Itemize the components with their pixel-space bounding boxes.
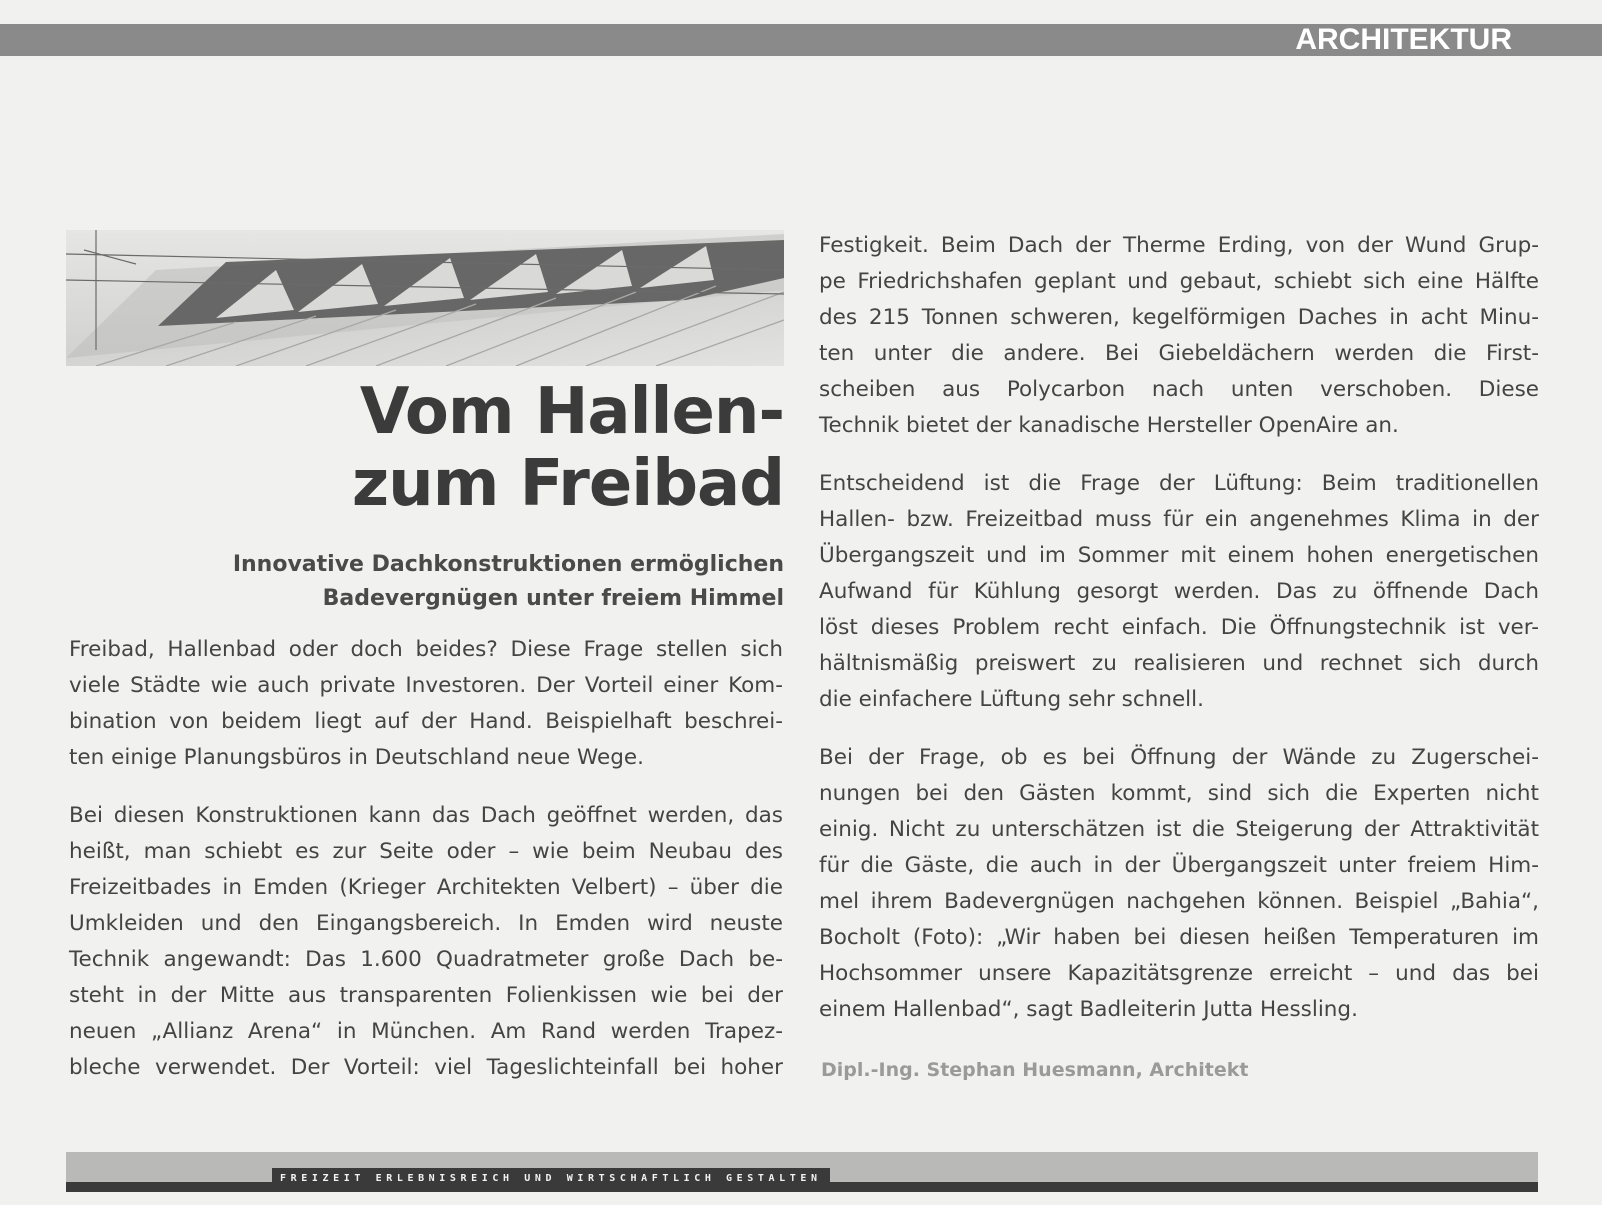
text-line: scheiben aus Polycarbon nach unten verschoben. Diese: [819, 377, 1539, 402]
text-line: Freizeitbades in Emden (Krieger Architekten Velbert) – über die: [69, 875, 783, 900]
paragraph: [819, 228, 1539, 444]
text-line: pe Friedrichshafen geplant und gebaut, schiebt sich eine Hälfte: [819, 269, 1539, 294]
text-line: ten unter die andere. Bei Giebeldächern werden die First-: [819, 341, 1539, 366]
text-line: heißt, man schiebt es zur Seite oder – wie beim Neubau des: [69, 839, 783, 864]
article-byline: Dipl.-Ing. Stephan Huesmann, Architekt: [821, 1059, 1249, 1081]
paragraph: [819, 466, 1539, 718]
article-column-right: [819, 228, 1539, 1050]
text-line: ten einige Planungsbüros in Deutschland neue Wege.: [69, 745, 644, 770]
text-line: bleche verwendet. Der Vorteil: viel Tageslichteinfall bei hoher: [69, 1055, 783, 1080]
paragraph: [69, 632, 783, 776]
text-line: Übergangszeit und im Sommer mit einem hohen energetischen: [819, 543, 1539, 568]
text-line: neuen „Allianz Arena“ in München. Am Rand werden Trapez-: [69, 1019, 783, 1044]
paragraph: [819, 740, 1539, 1028]
text-line: Technik angewandt: Das 1.600 Quadratmeter große Dach be-: [69, 947, 783, 972]
text-line: Technik bietet der kanadische Hersteller OpenAire an.: [819, 413, 1399, 438]
text-line: einig. Nicht zu unterschätzen ist die Steigerung der Attraktivität: [819, 817, 1539, 842]
article-column-left: [69, 632, 783, 1108]
text-line: hältnismäßig preiswert zu realisieren und rechnet sich durch: [819, 651, 1539, 676]
text-line: steht in der Mitte aus transparenten Folienkissen wie bei der: [69, 983, 783, 1008]
article-subheadline: [66, 548, 784, 616]
text-line: für die Gäste, die auch in der Übergangszeit unter freiem Him-: [819, 853, 1539, 878]
text-line: Festigkeit. Beim Dach der Therme Erding, von der Wund Grup-: [819, 233, 1539, 258]
text-line: Aufwand für Kühlung gesorgt werden. Das zu öffnende Dach: [819, 579, 1539, 604]
paragraph: [69, 798, 783, 1086]
text-line: einem Hallenbad“, sagt Badleiterin Jutta Hessling.: [819, 997, 1358, 1022]
headline-line: Vom Hallen-: [359, 375, 784, 449]
section-label: ARCHITEKTUR: [1295, 23, 1512, 56]
text-line: löst dieses Problem recht einfach. Die Öffnungstechnik ist ver-: [819, 615, 1539, 640]
text-line: viele Städte wie auch private Investoren. Der Vorteil einer Kom-: [69, 673, 783, 698]
footer-label: FREIZEIT ERLEBNISREICH UND WIRTSCHAFTLICH GESTALTEN: [272, 1168, 830, 1190]
text-line: Entscheidend ist die Frage der Lüftung: Beim traditionellen: [819, 471, 1539, 496]
text-line: Bocholt (Foto): „Wir haben bei diesen heißen Temperaturen im: [819, 925, 1539, 950]
text-line: mel ihrem Badevergnügen nachgehen können. Beispiel „Bahia“,: [819, 889, 1539, 914]
subheadline-line: Badevergnügen unter freiem Himmel: [322, 586, 784, 611]
text-line: die einfachere Lüftung sehr schnell.: [819, 687, 1204, 712]
text-line: des 215 Tonnen schweren, kegelförmigen Daches in acht Minu-: [819, 305, 1539, 330]
text-line: Freibad, Hallenbad oder doch beides? Diese Frage stellen sich: [69, 637, 783, 662]
text-line: Hallen- bzw. Freizeitbad muss für ein angenehmes Klima in der: [819, 507, 1539, 532]
text-line: Umkleiden und den Eingangsbereich. In Emden wird neuste: [69, 911, 783, 936]
text-line: Bei der Frage, ob es bei Öffnung der Wände zu Zugerschei-: [819, 745, 1539, 770]
text-line: nungen bei den Gästen kommt, sind sich die Experten nicht: [819, 781, 1539, 806]
roof-photo: [66, 230, 784, 366]
headline-line: zum Freibad: [351, 447, 784, 521]
text-line: Hochsommer unsere Kapazitätsgrenze erreicht – und das bei: [819, 961, 1539, 986]
roof-photo-icon: [66, 230, 784, 366]
article-headline: [66, 376, 784, 520]
text-line: bination von beidem liegt auf der Hand. Beispielhaft beschrei-: [69, 709, 783, 734]
text-line: Bei diesen Konstruktionen kann das Dach geöffnet werden, das: [69, 803, 783, 828]
subheadline-line: Innovative Dachkonstruktionen ermöglichen: [232, 552, 784, 577]
